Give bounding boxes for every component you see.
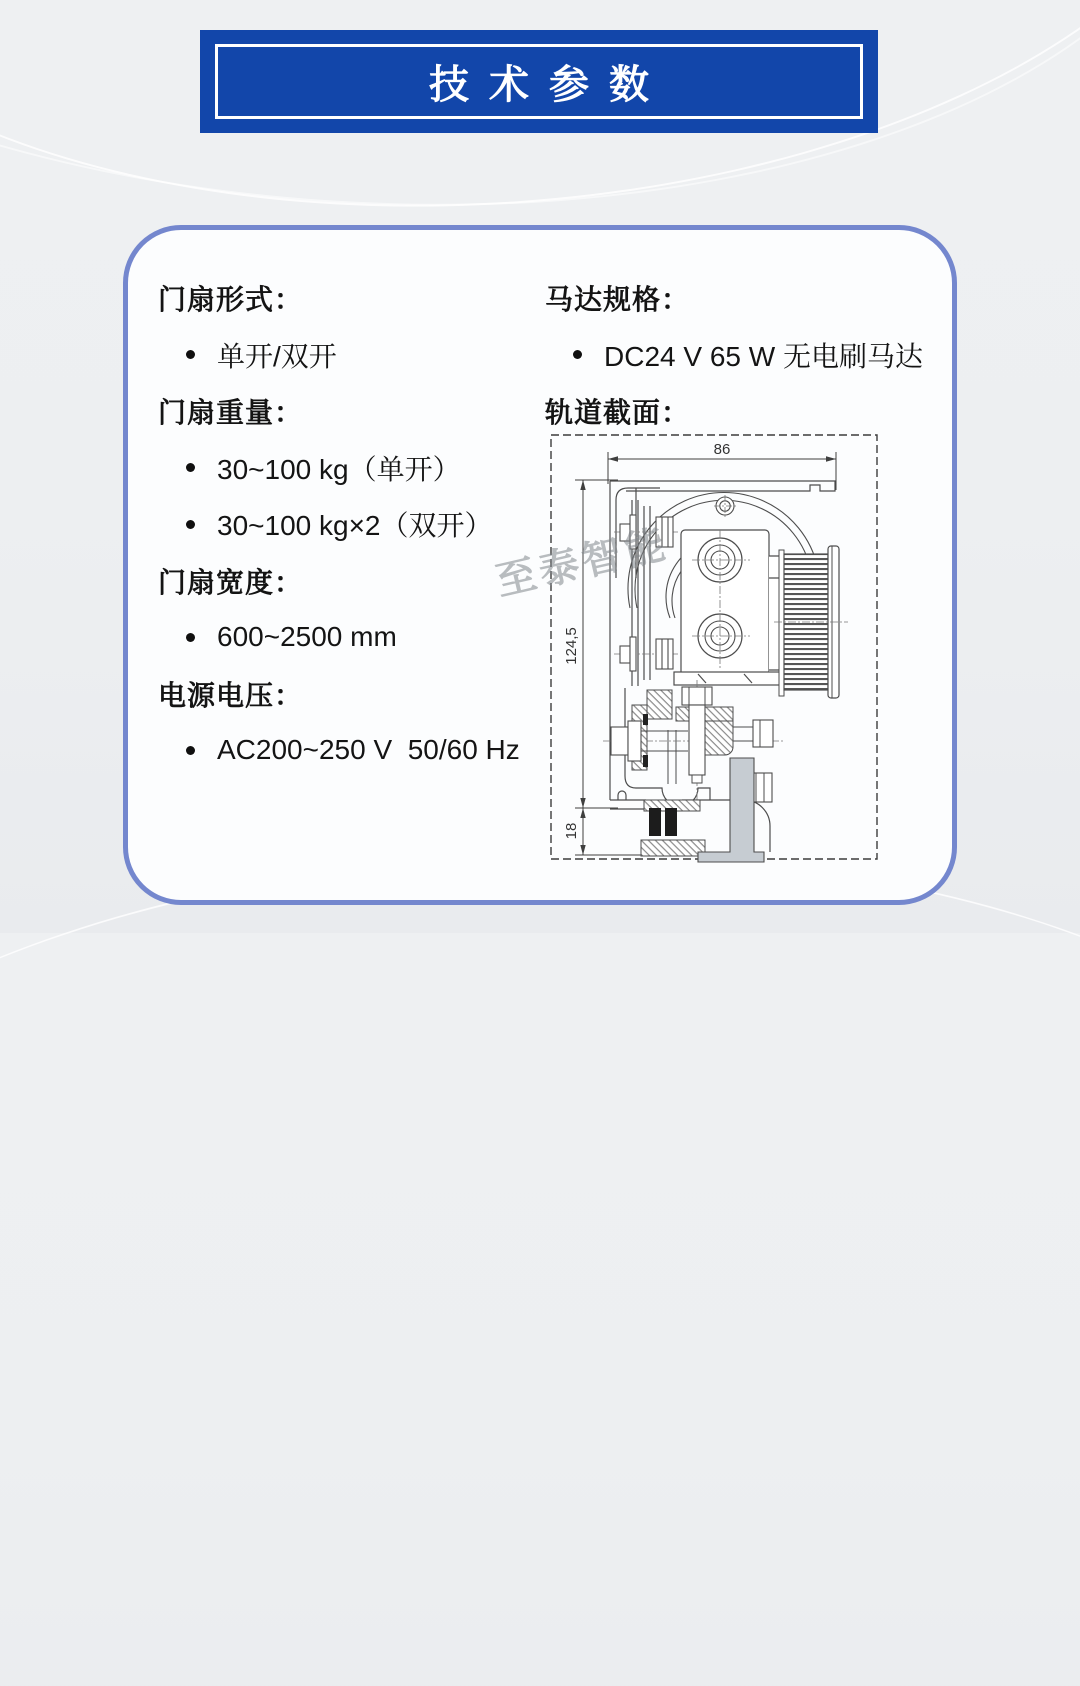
spec-heading-power-voltage: 电源电压： <box>158 679 304 711</box>
side-bolts <box>614 515 680 671</box>
background-wave <box>0 826 1080 1686</box>
spec-item-width-range: 600~2500 mm <box>217 621 397 653</box>
spec-heading-door-leaf-type: 门扇形式： <box>158 284 304 316</box>
spec-item-weight-double: 30~100 kg×2（双开） <box>217 510 493 542</box>
track-cross-section-drawing <box>548 428 882 864</box>
spec-panel <box>123 225 957 905</box>
spec-heading-door-leaf-width: 门扇宽度： <box>158 566 304 598</box>
page-title-banner <box>200 30 878 133</box>
spec-heading-door-leaf-weight: 门扇重量： <box>158 397 304 429</box>
spec-heading-track-section: 轨道截面： <box>545 397 691 429</box>
spec-item-weight-single: 30~100 kg（单开） <box>217 453 461 485</box>
carriage-assembly <box>603 680 783 862</box>
page-title: 技术参数 <box>429 63 669 107</box>
spec-column-right <box>545 270 945 440</box>
bullet-dot <box>186 520 195 529</box>
spec-column-left <box>158 270 548 779</box>
belt-pulley <box>774 546 848 698</box>
dim-height-124-5: 124,5 <box>563 627 580 665</box>
dim-width-86: 86 <box>713 441 731 458</box>
bullet-dot <box>186 633 195 642</box>
bullet-dot <box>186 746 195 755</box>
bullet-dot <box>573 350 582 359</box>
top-screw <box>714 495 736 517</box>
bullet-dot <box>186 463 195 472</box>
spec-item-voltage: AC200~250 V 50/60 Hz <box>217 734 520 766</box>
spec-heading-motor-spec: 马达规格： <box>545 284 691 316</box>
spec-item-motor: DC24 V 65 W 无电刷马达 <box>604 340 923 372</box>
bullet-dot <box>186 350 195 359</box>
spec-item-single-double: 单开/双开 <box>217 340 337 372</box>
dim-height-18: 18 <box>563 822 580 840</box>
watermark-text: 至泰智能 <box>491 521 674 605</box>
